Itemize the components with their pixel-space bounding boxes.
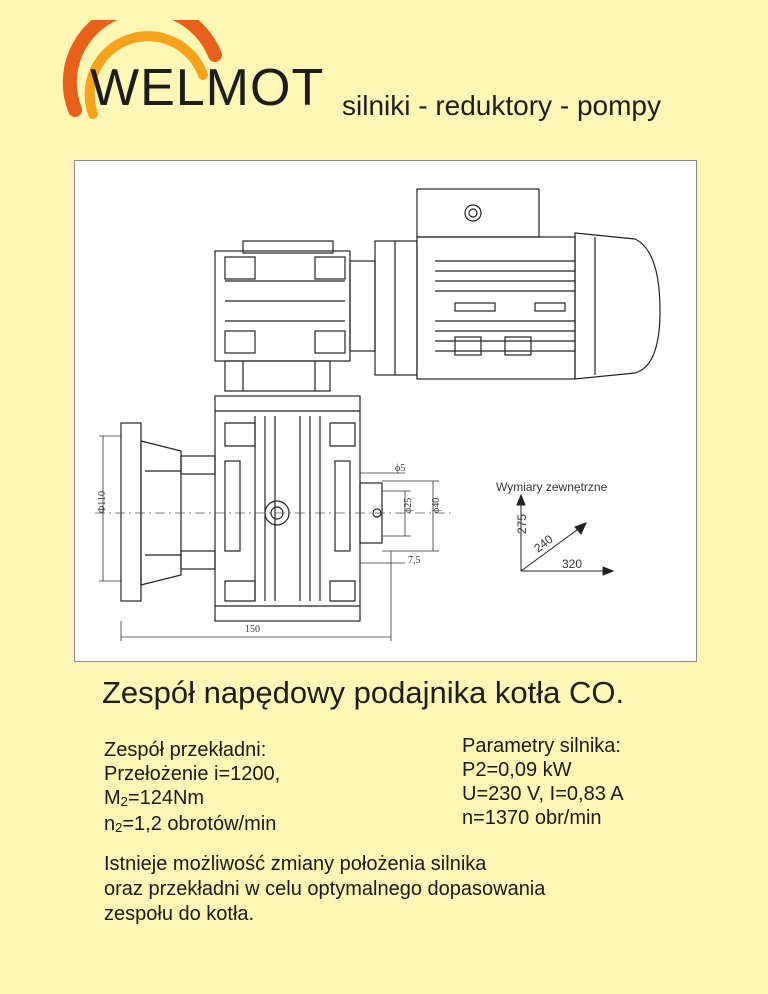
- upper-gearbox: [215, 251, 350, 361]
- motor-body: [417, 237, 575, 379]
- gearbox-ratio: Przełożenie i=1200,: [104, 763, 281, 785]
- motor-power: P2=0,09 kW: [462, 759, 572, 781]
- brand-tagline: silniki - reduktory - pompy: [342, 90, 661, 121]
- gearbox-speed: $n_2=1,2$ obrotów/min: [104, 813, 277, 835]
- outer-dim-height: 275: [515, 513, 529, 534]
- motor-specs: [462, 734, 624, 830]
- motor-speed: n=1370 obr/min: [462, 807, 602, 829]
- note-text: [104, 852, 704, 927]
- gearbox-specs: [104, 738, 280, 838]
- motor-fan-cover: [575, 233, 660, 379]
- page-title: Zespół napędowy podajnika kotła CO.: [102, 675, 625, 710]
- outer-dim-width: 320: [562, 557, 583, 571]
- dim-phi25: ϕ25: [403, 497, 414, 513]
- outer-dims-title: Wymiary zewnętrzne: [496, 480, 608, 494]
- dim-150: 150: [245, 624, 260, 635]
- technical-drawing: [74, 160, 697, 662]
- note-line-2: oraz przekładni w celu optymalnego dopasowania: [104, 878, 546, 900]
- mounting-flange: [121, 423, 141, 601]
- gearbox-torque: $M_2=124Nm$: [104, 787, 205, 809]
- cable-gland: [465, 205, 481, 221]
- outer-dim-depth: 240: [531, 531, 556, 556]
- brand-name: WELMOT: [90, 59, 325, 117]
- motor-electric: U=230 V, I=0,83 A: [462, 783, 624, 805]
- motor-heading: Parametry silnika:: [462, 735, 621, 757]
- motor-flange: [375, 241, 417, 375]
- gearbox-heading: Zespół przekładni:: [104, 739, 267, 761]
- note-line-1: Istnieje możliwość zmiany położenia silnika: [104, 853, 487, 875]
- drawing-svg: [75, 161, 696, 661]
- note-line-3: zespołu do kotła.: [104, 903, 255, 925]
- dim-phi40: ϕ40: [431, 497, 442, 513]
- dim-phi110: Φ110: [97, 491, 108, 513]
- dim-7-5: 7,5: [408, 555, 421, 566]
- motor-terminal-box: [417, 189, 539, 237]
- dim-phi5: ϕ5: [395, 463, 406, 474]
